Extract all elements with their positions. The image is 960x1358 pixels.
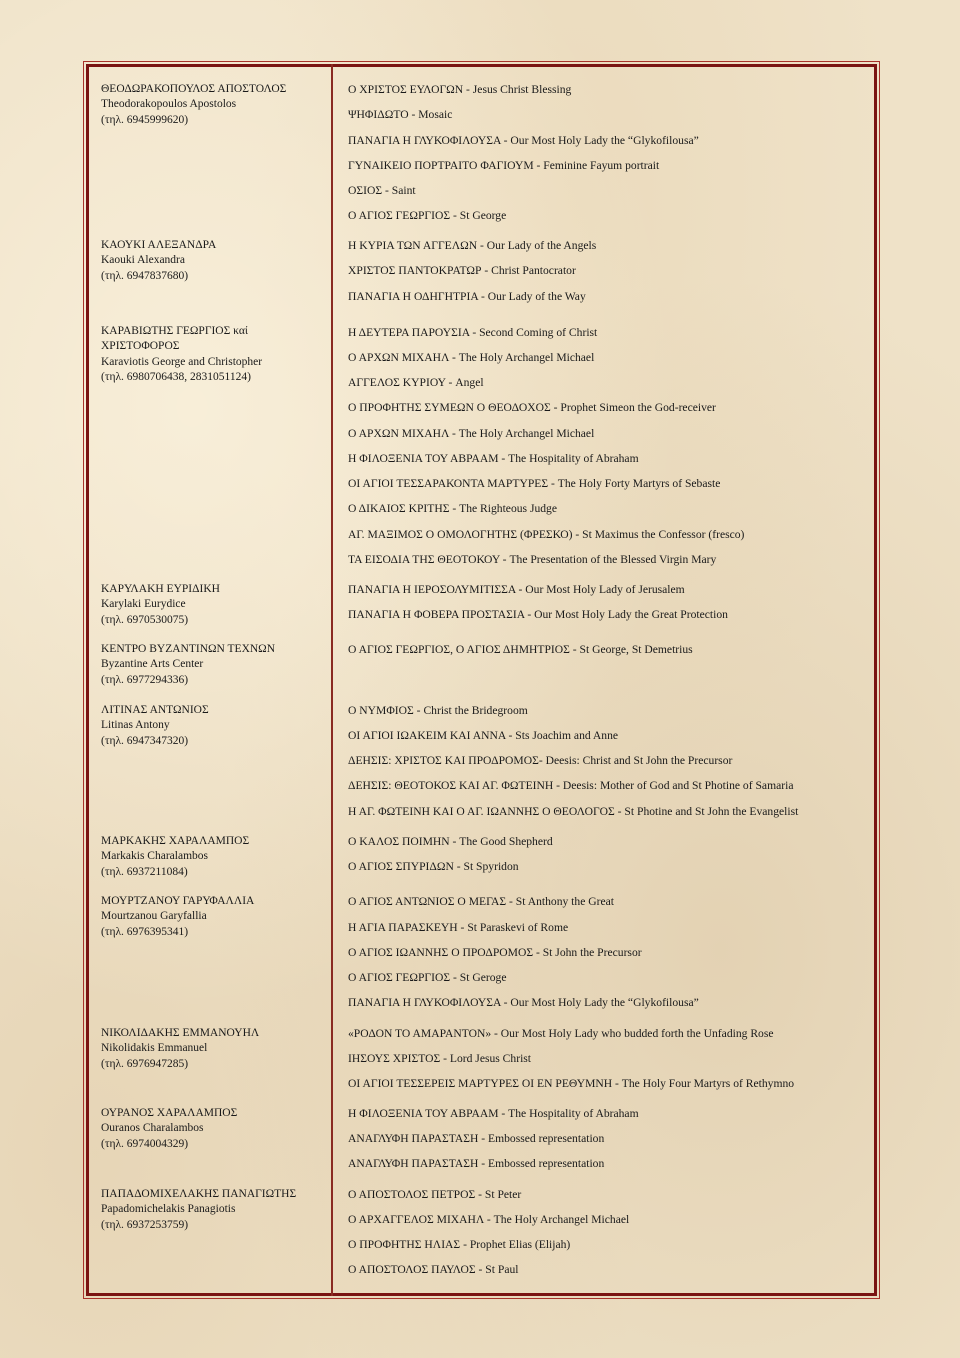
artist-name-latin: Ouranos Charalambos [101,1122,204,1135]
artwork-title: Ο ΑΡΧΑΓΓΕΛΟΣ ΜΙΧΑΗΛ - The Holy Archangel Michael [348,1213,630,1226]
artist-name-greek: ΛΙΤΙΝΑΣ ΑΝΤΩΝΙΟΣ [101,704,209,716]
artist-name-greek: ΜΑΡΚΑΚΗΣ ΧΑΡΑΛΑΜΠΟΣ [101,835,250,847]
artwork-title: ΠΑΝΑΓΙΑ Η ΓΛΥΚΟΦΙΛΟΥΣΑ - Our Most Holy Lady the “Glykofilousa” [348,134,699,147]
artwork-title: Ο ΑΓΙΟΣ ΓΕΩΡΓΙΟΣ - St Geroge [348,971,507,984]
artwork-title: ΔΕΗΣΙΣ: ΘΕΟΤΟΚΟΣ ΚΑΙ ΑΓ. ΦΩΤΕΙΝΗ - Deesis: Mother of God and St Photine of Samaria [348,779,794,792]
artwork-title: ΠΑΝΑΓΙΑ Η ΟΔΗΓΗΤΡΙΑ - Our Lady of the Way [348,290,586,303]
artist-name-greek: ΠΑΠΑΔΟΜΙΧΕΛΑΚΗΣ ΠΑΝΑΓΙΩΤΗΣ [101,1188,297,1200]
artist-entry [101,642,326,688]
artist-entry [101,703,326,749]
artwork-title: ΑΓ. ΜΑΞΙΜΟΣ Ο ΟΜΟΛΟΓΗΤΗΣ (ΦΡΕΣΚΟ) - St Maximus the Confessor (fresco) [348,528,745,541]
artwork-title: ΟΙ ΑΓΙΟΙ ΤΕΣΣΕΡΕΙΣ ΜΑΡΤΥΡΕΣ ΟΙ ΕΝ ΡΕΘΥΜΝΗ - The Holy Four Martyrs of Rethymno [348,1077,795,1090]
artist-phone: (τηλ. 6974004329) [101,1137,189,1150]
artist-phone: (τηλ. 6977294336) [101,673,189,686]
artwork-title: Ο ΠΡΟΦΗΤΗΣ ΣΥΜΕΩΝ Ο ΘΕΟΔΟΧΟΣ - Prophet Simeon the God-receiver [348,401,716,414]
artwork-title: Ο ΑΠΟΣΤΟΛΟΣ ΠΕΤΡΟΣ - St Peter [348,1188,522,1201]
artist-phone: (τηλ. 6945999620) [101,113,189,126]
artist-name-latin: Mourtzanou Garyfallia [101,910,207,923]
column-divider [331,64,333,1296]
artwork-title: Ο ΝΥΜΦΙΟΣ - Christ the Bridegroom [348,704,528,717]
artwork-title: ΠΑΝΑΓΙΑ Η ΦΟΒΕΡΑ ΠΡΟΣΤΑΣΙΑ - Our Most Holy Lady the Great Protection [348,608,728,621]
artist-entry [101,894,326,940]
artist-phone: (τηλ. 6937253759) [101,1218,189,1231]
artist-entry [101,324,326,386]
artist-entry [101,82,326,128]
artist-phone: (τηλ. 6976947285) [101,1057,189,1070]
artwork-title: Ο ΑΡΧΩΝ ΜΙΧΑΗΛ - The Holy Archangel Michael [348,427,595,440]
artist-name-greek: ΝΙΚΟΛΙΔΑΚΗΣ ΕΜΜΑΝΟΥΗΛ [101,1027,260,1039]
artist-name-greek: ΚΑΟΥΚΙ ΑΛΕΞΑΝΔΡΑ [101,239,217,251]
artist-entry [101,238,326,284]
artwork-title: Ο ΑΓΙΟΣ ΙΩΑΝΝΗΣ Ο ΠΡΟΔΡΟΜΟΣ - St John the Precursor [348,946,642,959]
artist-name-latin: Byzantine Arts Center [101,658,204,671]
artist-name-greek: ΚΕΝΤΡΟ ΒΥΖΑΝΤΙΝΩΝ ΤΕΧΝΩΝ [101,643,276,655]
artwork-title: ΨΗΦΙΔΩΤΟ - Mosaic [348,108,453,121]
artist-entry [101,582,326,628]
artwork-title: Η ΑΓ. ΦΩΤΕΙΝΗ ΚΑΙ Ο ΑΓ. ΙΩΑΝΝΗΣ Ο ΘΕΟΛΟΓΟΣ - St Photine and St John the Evangelist [348,805,799,818]
artwork-title: Η ΦΙΛΟΞΕΝΙΑ ΤΟΥ ΑΒΡΑΑΜ - The Hospitality of Abraham [348,452,639,465]
artwork-title: ΠΑΝΑΓΙΑ Η ΓΛΥΚΟΦΙΛΟΥΣΑ - Our Most Holy Lady the “Glykofilousa” [348,996,699,1009]
artist-name-greek: ΜΟΥΡΤΖΑΝΟΥ ΓΑΡΥΦΑΛΛΙΑ [101,895,255,907]
artwork-title: ΠΑΝΑΓΙΑ Η ΙΕΡΟΣΟΛΥΜΙΤΙΣΣΑ - Our Most Holy Lady of Jerusalem [348,583,685,596]
artist-phone: (τηλ. 6947837680) [101,269,189,282]
artist-name-latin: Kaouki Alexandra [101,254,185,267]
artwork-title: ΧΡΙΣΤΟΣ ΠΑΝΤΟΚΡΑΤΩΡ - Christ Pantocrator [348,264,576,277]
artist-name-latin: Litinas Antony [101,719,170,732]
artist-name-greek-continued: ΧΡΙΣΤΟΦΟΡΟΣ [101,340,180,353]
artwork-title: ΑΝΑΓΛΥΦΗ ΠΑΡΑΣΤΑΣΗ - Embossed representation [348,1132,605,1145]
artwork-title: Ο ΑΓΙΟΣ ΣΠΥΡΙΔΩΝ - St Spyridon [348,860,519,873]
artwork-title: Η ΑΓΙΑ ΠΑΡΑΣΚΕΥΗ - St Paraskevi of Rome [348,921,569,934]
artwork-title: ΤΑ ΕΙΣΟΔΙΑ ΤΗΣ ΘΕΟΤΟΚΟΥ - The Presentation of the Blessed Virgin Mary [348,553,717,566]
artist-name-greek: ΚΑΡΑΒΙΩΤΗΣ ΓΕΩΡΓΙΟΣ καί [101,325,248,337]
artwork-title: ΙΗΣΟΥΣ ΧΡΙΣΤΟΣ - Lord Jesus Christ [348,1052,532,1065]
artwork-title: «ΡΟΔΟΝ ΤΟ ΑΜΑΡΑΝΤΟΝ» - Our Most Holy Lady who budded forth the Unfading Rose [348,1027,774,1040]
artwork-title: ΑΝΑΓΛΥΦΗ ΠΑΡΑΣΤΑΣΗ - Embossed representation [348,1157,605,1170]
artwork-title: ΟΙ ΑΓΙΟΙ ΙΩΑΚΕΙΜ ΚΑΙ ΑΝΝΑ - Sts Joachim and Anne [348,729,619,742]
artist-entry [101,1187,326,1233]
artist-phone: (τηλ. 6937211084) [101,865,188,878]
artwork-title: Η ΚΥΡΙΑ ΤΩΝ ΑΓΓΕΛΩΝ - Our Lady of the Angels [348,239,597,252]
artist-name-greek: ΘΕΟΔΩΡΑΚΟΠΟΥΛΟΣ ΑΠΟΣΤΟΛΟΣ [101,83,287,95]
artwork-title: ΟΙ ΑΓΙΟΙ ΤΕΣΣΑΡΑΚΟΝΤΑ ΜΑΡΤΥΡΕΣ - The Holy Forty Martyrs of Sebaste [348,477,721,490]
artist-entry [101,834,326,880]
artist-name-latin: Karylaki Eurydice [101,598,186,611]
artist-name-latin: Nikolidakis Emmanuel [101,1042,208,1055]
artwork-title: Ο ΑΓΙΟΣ ΓΕΩΡΓΙΟΣ - St George [348,209,507,222]
artwork-title: ΔΕΗΣΙΣ: ΧΡΙΣΤΟΣ ΚΑΙ ΠΡΟΔΡΟΜΟΣ- Deesis: Christ and St John the Precursor [348,754,733,767]
artwork-title: Ο ΔΙΚΑΙΟΣ ΚΡΙΤΗΣ - The Righteous Judge [348,502,558,515]
artist-name-latin: Markakis Charalambos [101,850,208,863]
artwork-title: ΓΥΝΑΙΚΕΙΟ ΠΟΡΤΡΑΙΤΟ ΦΑΓΙΟΥΜ - Feminine Fayum portrait [348,159,660,172]
artist-phone: (τηλ. 6947347320) [101,734,189,747]
artwork-title: Ο ΑΠΟΣΤΟΛΟΣ ΠΑΥΛΟΣ - St Paul [348,1263,519,1276]
artwork-title: ΟΣΙΟΣ - Saint [348,184,416,197]
artist-entry [101,1026,326,1072]
artwork-title: Ο ΚΑΛΟΣ ΠΟΙΜΗΝ - The Good Shepherd [348,835,553,848]
artwork-title: Ο ΑΡΧΩΝ ΜΙΧΑΗΛ - The Holy Archangel Michael [348,351,595,364]
artist-phone: (τηλ. 6970530075) [101,613,189,626]
artist-name-latin: Papadomichelakis Panagiotis [101,1203,236,1216]
artwork-title: Ο ΧΡΙΣΤΟΣ ΕΥΛΟΓΩΝ - Jesus Christ Blessing [348,83,572,96]
artwork-title: ΑΓΓΕΛΟΣ ΚΥΡΙΟΥ - Angel [348,376,484,389]
artist-name-greek: ΚΑΡΥΛΑΚΗ ΕΥΡΙΔΙΚΗ [101,583,220,595]
artwork-title: Η ΔΕΥΤΕΡΑ ΠΑΡΟΥΣΙΑ - Second Coming of Christ [348,326,598,339]
artist-name-latin: Karaviotis George and Christopher [101,355,263,368]
artwork-title: Η ΦΙΛΟΞΕΝΙΑ ΤΟΥ ΑΒΡΑΑΜ - The Hospitality of Abraham [348,1107,639,1120]
artist-phone: (τηλ. 6976395341) [101,925,189,938]
artwork-title: Ο ΠΡΟΦΗΤΗΣ ΗΛΙΑΣ - Prophet Elias (Elijah) [348,1238,571,1251]
artist-phone: (τηλ. 6980706438, 2831051124) [101,371,251,384]
artist-name-greek: ΟΥΡΑΝΟΣ ΧΑΡΑΛΑΜΠΟΣ [101,1107,238,1119]
artwork-title: Ο ΑΓΙΟΣ ΑΝΤΩΝΙΟΣ Ο ΜΕΓΑΣ - St Anthony the Great [348,895,614,908]
artist-name-latin: Theodorakopoulos Apostolos [101,98,237,111]
artist-entry [101,1106,326,1152]
artwork-title: Ο ΑΓΙΟΣ ΓΕΩΡΓΙΟΣ, Ο ΑΓΙΟΣ ΔΗΜΗΤΡΙΟΣ - St George, St Demetrius [348,643,693,656]
